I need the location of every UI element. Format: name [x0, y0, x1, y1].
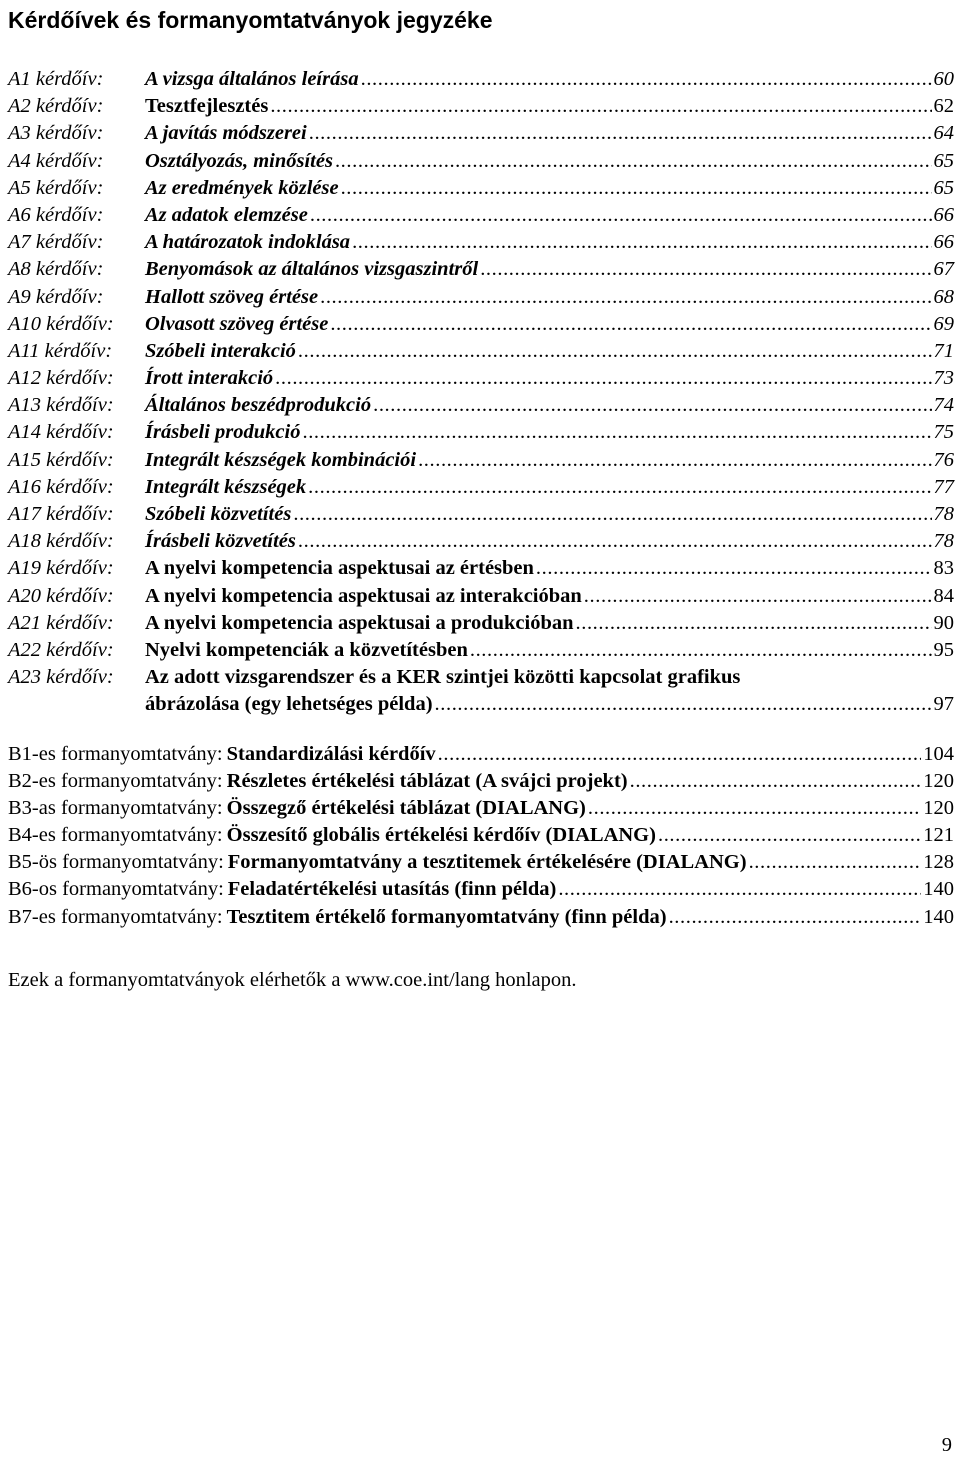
- toc-entry[interactable]: [8, 419, 954, 446]
- entry-title: Integrált készségek kombinációi: [145, 448, 417, 471]
- toc-entry[interactable]: [8, 741, 954, 768]
- toc-entry[interactable]: [8, 501, 954, 528]
- dot-leader: [576, 610, 932, 637]
- dot-leader: [536, 555, 932, 582]
- entry-title: Olvasott szöveg értése: [145, 312, 329, 335]
- entry-label: A10 kérdőív:: [8, 312, 114, 335]
- entry-label: B4-es formanyomtatvány:: [8, 824, 223, 847]
- entry-label: A20 kérdőív:: [8, 584, 114, 607]
- entry-page: 73: [933, 367, 954, 390]
- entry-title: Tesztitem értékelő formanyomtatvány (finn példa): [226, 905, 667, 928]
- entry-label: A11 kérdőív:: [8, 339, 113, 362]
- entry-page: 120: [923, 769, 954, 792]
- entry-page: 78: [933, 503, 954, 525]
- entry-label: A6 kérdőív:: [8, 203, 104, 226]
- entry-page: 97: [933, 693, 954, 716]
- entry-title: Hallott szöveg értése: [145, 285, 319, 308]
- entry-page: 71: [933, 339, 954, 362]
- dot-leader: [335, 148, 932, 175]
- entry-label: A12 kérdőív:: [8, 367, 114, 390]
- entry-title: A határozatok indoklása: [145, 231, 351, 254]
- entry-title: Az eredmények közlése: [145, 176, 339, 199]
- entry-page: 66: [933, 203, 954, 226]
- toc-entry[interactable]: [8, 555, 954, 582]
- toc-entry[interactable]: [8, 447, 954, 474]
- toc-entry[interactable]: [8, 904, 954, 931]
- entry-page: 76: [933, 448, 954, 471]
- toc-entry[interactable]: [8, 392, 954, 419]
- dot-leader: [373, 392, 931, 419]
- entry-label: A5 kérdőív:: [8, 176, 104, 199]
- toc-entry[interactable]: [8, 229, 954, 256]
- entry-label: A1 kérdőív:: [8, 68, 104, 90]
- entry-label: A2 kérdőív:: [8, 95, 104, 118]
- entry-page: 78: [933, 530, 954, 553]
- entry-title: Részletes értékelési táblázat (A svájci projekt): [226, 769, 628, 792]
- entry-label: A19 kérdőív:: [8, 557, 114, 580]
- entry-label: A14 kérdőív:: [8, 421, 114, 444]
- entry-page: 84: [933, 584, 954, 607]
- toc-entry[interactable]: [8, 474, 954, 501]
- entry-title: Standardizálási kérdőív: [226, 742, 436, 765]
- entry-page: 120: [923, 796, 954, 819]
- entry-label: B5-ös formanyomtatvány:: [8, 851, 224, 874]
- entry-title: Írott interakció: [145, 367, 274, 390]
- dot-leader: [309, 120, 932, 147]
- entry-label: B6-os formanyomtatvány:: [8, 878, 224, 901]
- form-list: [8, 741, 954, 931]
- entry-label: A17 kérdőív:: [8, 503, 114, 525]
- entry-page: 74: [933, 394, 954, 417]
- dot-leader: [293, 501, 931, 528]
- entry-page: 90: [933, 611, 954, 634]
- entry-title: Tesztfejlesztés: [145, 95, 269, 118]
- entry-title: Nyelvi kompetenciák a közvetítésben: [145, 638, 468, 661]
- dot-leader: [310, 202, 932, 229]
- dot-leader: [308, 474, 931, 501]
- toc-entry[interactable]: [8, 148, 954, 175]
- toc-entry[interactable]: [8, 338, 954, 365]
- dot-leader: [298, 528, 932, 555]
- entry-title: Írásbeli produkció: [145, 421, 301, 444]
- entry-label: A13 kérdőív:: [8, 394, 114, 417]
- entry-page: 128: [923, 851, 954, 874]
- page-title: Kérdőívek és formanyomtatványok jegyzéke: [8, 7, 493, 33]
- dot-leader: [749, 849, 922, 876]
- entry-page: 75: [933, 421, 954, 444]
- toc-entry[interactable]: [8, 120, 954, 147]
- toc-entry[interactable]: [8, 849, 954, 876]
- dot-leader: [669, 904, 922, 931]
- entry-title: Az adott vizsgarendszer és a KER szintjei közötti kapcsolat grafikus: [145, 666, 741, 689]
- entry-title: A nyelvi kompetencia aspektusai az interakcióban: [145, 584, 582, 607]
- entry-label: A7 kérdőív:: [8, 231, 104, 254]
- entry-label: A21 kérdőív:: [8, 611, 114, 634]
- toc-entry[interactable]: [8, 768, 954, 795]
- entry-title: Formanyomtatvány a tesztitemek értékelésére (DIALANG): [227, 851, 747, 874]
- toc-entry[interactable]: [8, 284, 954, 311]
- entry-page: 140: [923, 905, 954, 928]
- entry-title: Benyomások az általános vizsgaszintről: [145, 258, 479, 281]
- dot-leader: [558, 876, 921, 903]
- dot-leader: [435, 691, 932, 718]
- entry-label: A9 kérdőív:: [8, 285, 104, 308]
- toc-entry[interactable]: [8, 876, 954, 903]
- toc-entry[interactable]: [8, 528, 954, 555]
- dot-leader: [361, 66, 932, 93]
- dot-leader: [588, 795, 921, 822]
- dot-leader: [438, 741, 922, 768]
- toc-entry[interactable]: [8, 66, 954, 93]
- dot-leader: [630, 768, 922, 795]
- entry-title: Írásbeli közvetítés: [145, 530, 296, 553]
- entry-title: Osztályozás, minősítés: [145, 149, 333, 172]
- toc-entry[interactable]: [8, 822, 954, 849]
- entry-page: 83: [933, 557, 954, 580]
- entry-label: A3 kérdőív:: [8, 122, 104, 145]
- toc-entry[interactable]: [8, 311, 954, 338]
- entry-title: Szóbeli interakció: [145, 339, 296, 362]
- entry-page: 69: [933, 312, 954, 335]
- entry-page: 104: [923, 742, 954, 765]
- toc-entry-continuation[interactable]: [8, 691, 954, 718]
- entry-title: Általános beszédprodukció: [145, 394, 372, 417]
- toc-entry[interactable]: [8, 93, 954, 120]
- entry-page: 60: [933, 68, 954, 90]
- page-number: 9: [941, 1434, 952, 1456]
- entry-label: B2-es formanyomtatvány:: [8, 769, 223, 792]
- entry-label: B1-es formanyomtatvány:: [8, 742, 223, 765]
- toc-entry[interactable]: [8, 256, 954, 283]
- entry-page: 67: [933, 258, 954, 281]
- entry-label: A23 kérdőív:: [8, 666, 114, 689]
- table-of-contents: [8, 66, 954, 931]
- toc-entry[interactable]: [8, 175, 954, 202]
- availability-note: Ezek a formanyomtatványok elérhetők a www.coe.int/lang honlapon.: [8, 969, 577, 991]
- toc-entry[interactable]: [8, 202, 954, 229]
- dot-leader: [298, 338, 932, 365]
- entry-title: Összesítő globális értékelési kérdőív (DIALANG): [226, 824, 656, 847]
- entry-label: A4 kérdőív:: [8, 149, 104, 172]
- dot-leader: [470, 637, 932, 664]
- dot-leader: [418, 447, 931, 474]
- dot-leader: [320, 284, 931, 311]
- toc-entry[interactable]: [8, 795, 954, 822]
- entry-title: Feladatértékelési utasítás (finn példa): [227, 878, 557, 901]
- entry-label: A16 kérdőív:: [8, 475, 114, 498]
- toc-entry[interactable]: [8, 610, 954, 637]
- entry-page: 64: [933, 122, 954, 145]
- toc-entry[interactable]: [8, 664, 954, 691]
- entry-page: 68: [933, 285, 954, 308]
- dot-leader: [270, 93, 931, 120]
- entry-page: 140: [923, 878, 954, 901]
- entry-page: 77: [933, 475, 954, 498]
- entry-title: Összegző értékelési táblázat (DIALANG): [226, 796, 586, 819]
- entry-label: A8 kérdőív:: [8, 258, 104, 281]
- entry-label: B3-as formanyomtatvány:: [8, 796, 223, 819]
- dot-leader: [584, 583, 932, 610]
- entry-label: B7-es formanyomtatvány:: [8, 905, 223, 928]
- entry-page: 65: [933, 149, 954, 172]
- dot-leader: [352, 229, 931, 256]
- dot-leader: [302, 419, 931, 446]
- entry-page: 121: [923, 824, 954, 847]
- entry-title: Az adatok elemzése: [145, 203, 308, 226]
- dot-leader: [330, 311, 931, 338]
- questionnaire-list: [8, 66, 954, 719]
- dot-leader: [275, 365, 931, 392]
- entry-title: Szóbeli közvetítés: [145, 503, 292, 525]
- entry-page: 65: [933, 176, 954, 199]
- dot-leader: [341, 175, 932, 202]
- entry-page: 66: [933, 231, 954, 254]
- dot-leader: [658, 822, 921, 849]
- entry-page: 62: [933, 95, 954, 118]
- entry-title: A nyelvi kompetencia aspektusai az értésben: [145, 557, 534, 580]
- entry-title: A vizsga általános leírása: [145, 68, 359, 90]
- entry-title-continuation: ábrázolása (egy lehetséges példa): [145, 693, 433, 716]
- toc-entry[interactable]: [8, 637, 954, 664]
- entry-label: A18 kérdőív:: [8, 530, 114, 553]
- section-gap: [8, 719, 954, 741]
- entry-title: A javítás módszerei: [145, 122, 307, 145]
- entry-title: A nyelvi kompetencia aspektusai a produkcióban: [145, 611, 574, 634]
- toc-entry[interactable]: [8, 365, 954, 392]
- toc-entry[interactable]: [8, 583, 954, 610]
- dot-leader: [480, 256, 931, 283]
- entry-page: 95: [933, 638, 954, 661]
- entry-label: A15 kérdőív:: [8, 448, 114, 471]
- entry-title: Integrált készségek: [145, 475, 307, 498]
- entry-label: A22 kérdőív:: [8, 638, 114, 661]
